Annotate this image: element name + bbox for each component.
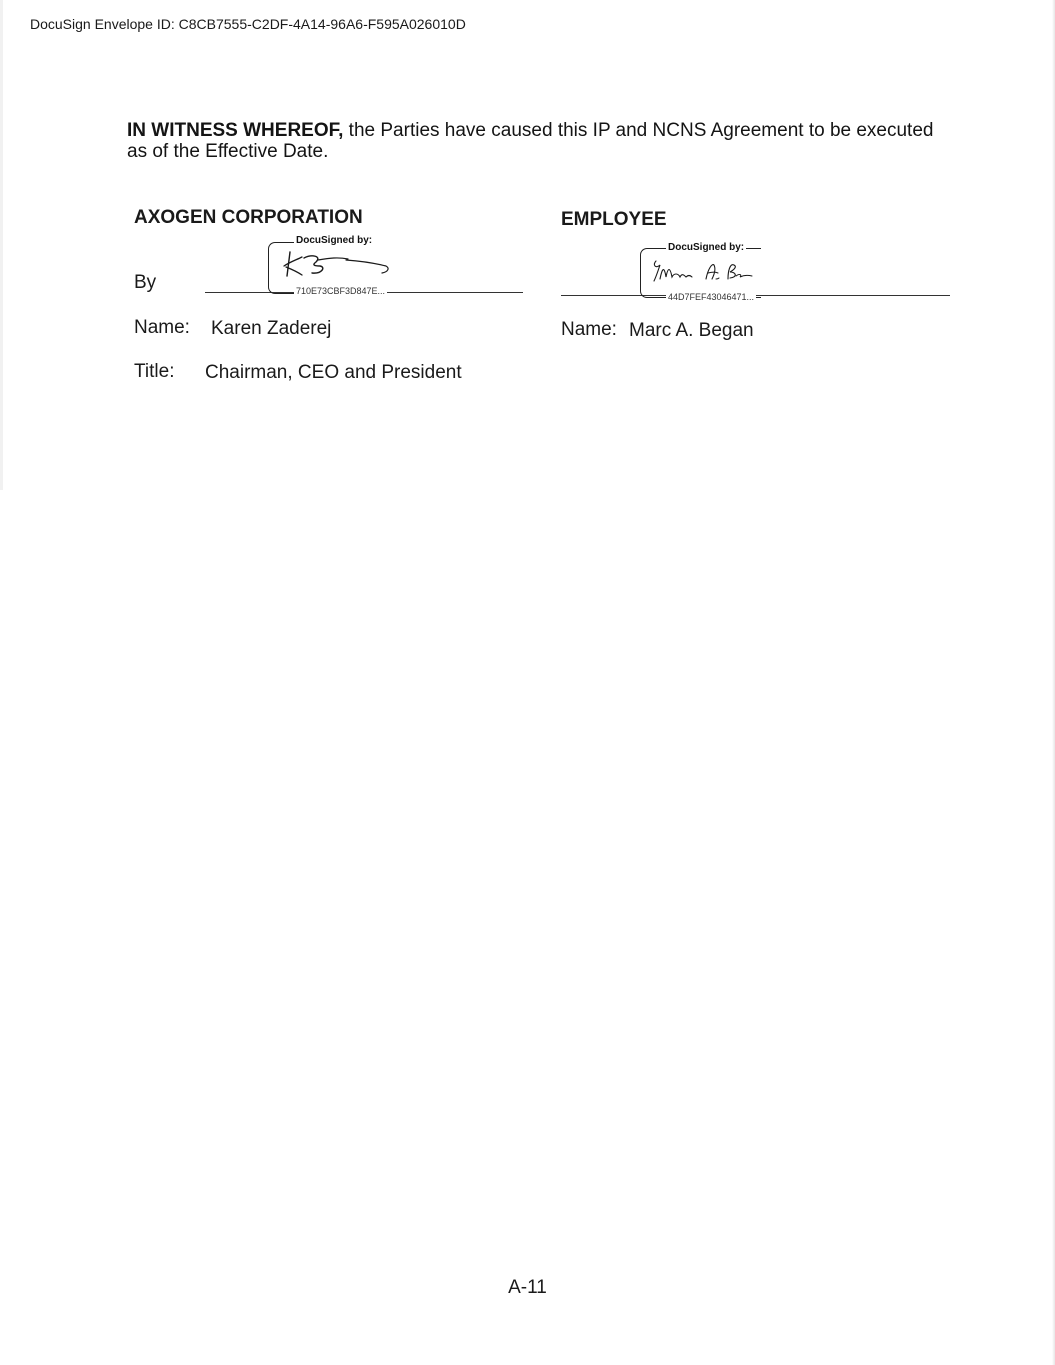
witness-text: the Parties have caused this IP and NCNS Agreement to be executed as of the Effective Date. <box>127 120 934 162</box>
employee-docusigned-label: DocuSigned by: <box>668 242 745 253</box>
employee-name-label: Name: <box>561 319 617 340</box>
by-label: By <box>134 272 157 293</box>
company-title-label: Title: <box>134 361 175 382</box>
scan-left-edge <box>0 0 3 490</box>
company-signer-title: Chairman, CEO and President <box>205 362 462 383</box>
company-name-label: Name: <box>134 317 190 338</box>
docusign-envelope-id: DocuSign Envelope ID: C8CB7555-C2DF-4A14-96A6-F595A026010D <box>30 16 466 32</box>
employee-signer-name: Marc A. Began <box>629 320 754 341</box>
page-number: A-11 <box>508 1277 547 1298</box>
company-signer-name: Karen Zaderej <box>211 318 332 339</box>
company-heading: AXOGEN CORPORATION <box>134 207 363 228</box>
company-signature-id: 710E73CBF3D847E... <box>296 286 386 296</box>
witness-clause <box>127 120 947 162</box>
employee-heading: EMPLOYEE <box>561 209 667 230</box>
company-docusigned-label: DocuSigned by: <box>296 235 373 246</box>
witness-bold-lead: IN WITNESS WHEREOF, <box>127 120 344 141</box>
employee-signature-id: 44D7FEF43046471... <box>668 292 755 302</box>
employee-signature-image <box>648 255 760 289</box>
company-signature-image <box>278 248 396 284</box>
